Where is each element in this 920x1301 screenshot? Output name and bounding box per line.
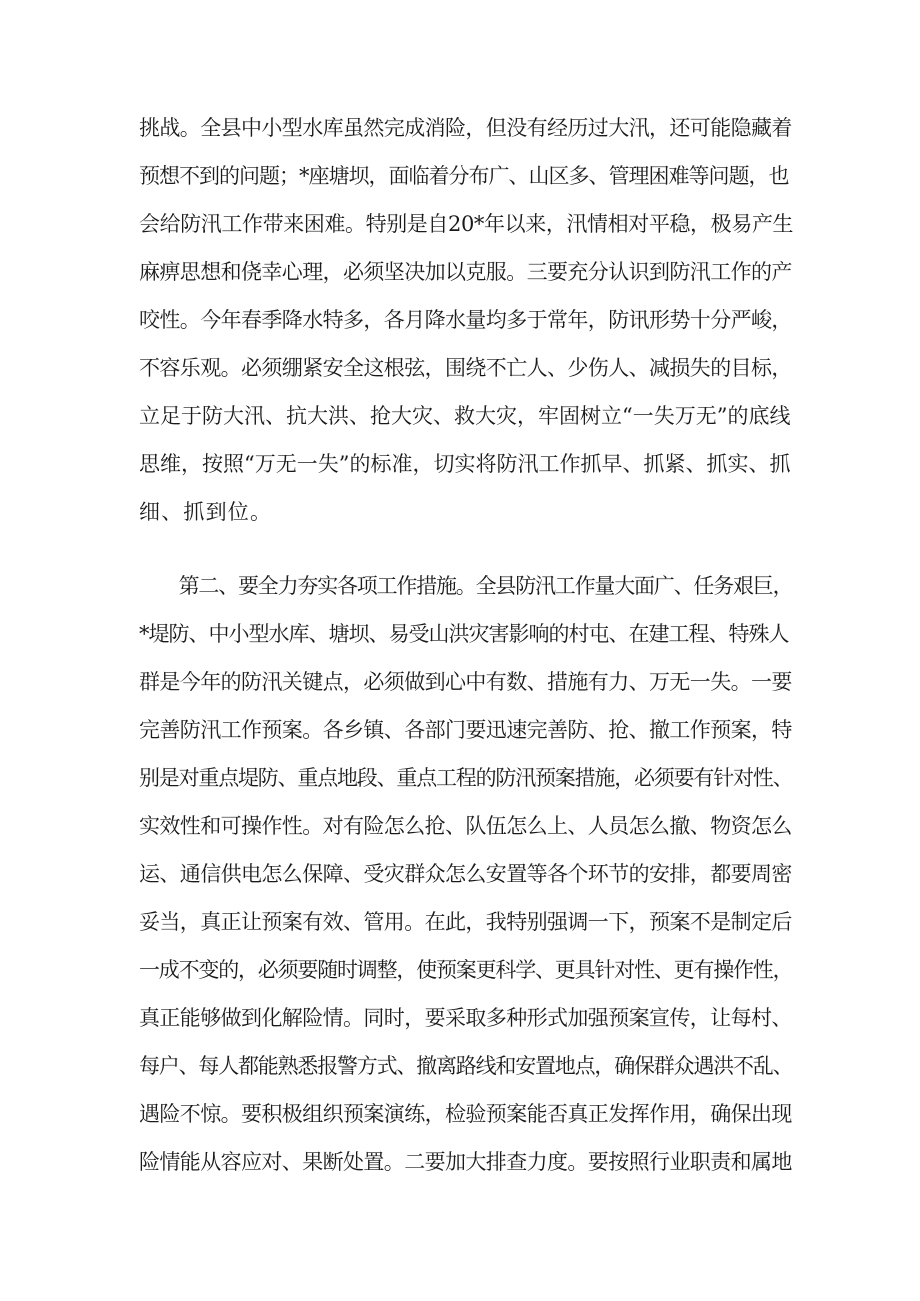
text-line: 麻痹思想和侥幸心理，必须坚决加以克服。三要充分认识到防汛工作的产 [139,260,792,284]
text-line: 细、抓到位。 [139,500,273,524]
text-line: 别是对重点堤防、重点地段、重点工程的防汛预案措施，必须要有针对性、 [139,766,793,790]
text-line: 险情能从容应对、果断处置。二要加大排查力度。要按照行业职责和属地 [139,1150,792,1174]
text-line: 预想不到的问题；*座塘坝，面临着分布广、山区多、管理困难等问题，也 [139,164,789,188]
text-line: 一成不变的，必须要随时调整，使预案更科学、更具针对性、更有操作性， [139,958,793,982]
text-line: 思维，按照“万无一失”的标准，切实将防汛工作抓早、抓紧、抓实、抓 [139,452,791,476]
text-line: 遇险不惊。要积极组织预案演练，检验预案能否真正发挥作用，确保出现 [139,1102,792,1126]
text-line: 每户、每人都能熟悉报警方式、撤离路线和安置地点，确保群众遇洪不乱、 [139,1054,793,1078]
text-line: 不容乐观。必须绷紧安全这根弦，围绕不亡人、少伤人、减损失的目标， [139,356,792,380]
text-line: 完善防汛工作预案。各乡镇、各部门要迅速完善防、抢、撤工作预案，特 [139,718,792,742]
text-line: 第二、要全力夯实各项工作措施。全县防汛工作量大面广、任务艰巨， [139,574,793,598]
text-line: 真正能够做到化解险情。同时，要采取多种形式加强预案宣传，让每村、 [139,1006,792,1030]
text-line: 咬性。今年春季降水特多，各月降水量均多于常年，防讯形势十分严峻， [139,308,792,332]
text-line: 立足于防大汛、抗大洪、抢大灾、救大灾，牢固树立“一失万无”的底线 [139,404,791,428]
text-line: 妥当，真正让预案有效、管用。在此，我特别强调一下，预案不是制定后 [139,910,792,934]
text-line: *堤防、中小型水库、塘坝、易受山洪灾害影响的村屯、在建工程、特殊人 [139,622,789,646]
text-line: 实效性和可操作性。对有险怎么抢、队伍怎么上、人员怎么撤、物资怎么 [139,814,792,838]
text-line: 会给防汛工作带来困难。特别是自20*年以来，汛情相对平稳，极易产生 [139,212,794,236]
text-line: 群是今年的防汛关键点，必须做到心中有数、措施有力、万无一失。一要 [139,670,792,694]
text-line: 运、通信供电怎么保障、受灾群众怎么安置等各个环节的安排，都要周密 [139,862,792,886]
text-line: 挑战。全县中小型水库虽然完成消险，但没有经历过大汛，还可能隐藏着 [139,116,792,140]
